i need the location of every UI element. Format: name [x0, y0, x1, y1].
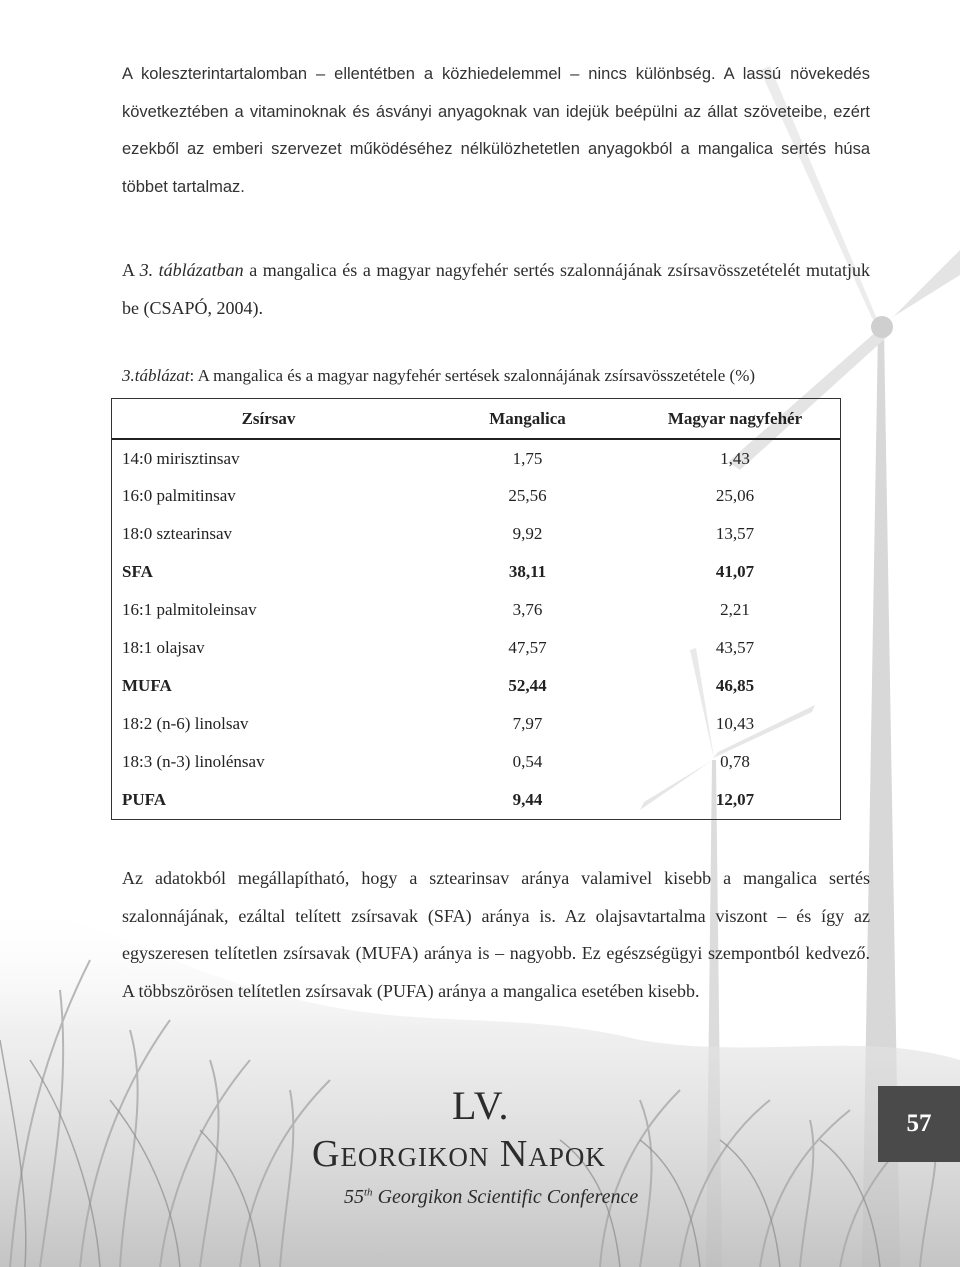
table-row [112, 781, 840, 819]
cell-fatty-acid: 18:0 sztearinsav [122, 524, 232, 543]
cell-mangalica: 9,44 [512, 790, 543, 809]
intro-paragraph: A koleszterintartalomban – ellentétben a közhiedelemmel – nincs különbség. A lassú növekedés következtében a vitaminoknak és ásványi anyagoknak van idejük beépülni az állat szöveteibe, ezért ezekből az emberi szervezet működéséhez nélkülözhetetlen anyagokból a mangalica sertés húsa többet tartalmaz. [122, 65, 870, 196]
paragraph-prefix: A [122, 260, 140, 280]
table-body [112, 439, 840, 819]
cell-fatty-acid: 16:1 palmitoleinsav [122, 600, 257, 619]
conclusion-paragraph: Az adatokból megállapítható, hogy a sztearinsav aránya valamivel kisebb a mangalica sertés szalonnájának, ezáltal telített zsírsavak (SFA) aránya is. Az olajsavtartalma viszont – és így az egyszeresen telítetlen zsírsavak (MUFA) aránya is – nagyobb. Ez egészségügyi szempontból kedvező. A többszörösen telítetlen zsírsavak (PUFA) aránya a mangalica esetében kisebb. [122, 868, 870, 1001]
cell-mangalica: 25,56 [508, 486, 547, 505]
footer-sub-ordinal: th [364, 1186, 373, 1199]
table-reference: 3. táblázatban [139, 260, 244, 280]
cell-mangalica: 3,76 [512, 600, 543, 619]
page-number: 57 [878, 1086, 960, 1162]
cell-nagyfeher: 0,78 [720, 752, 750, 771]
footer-subtitle [344, 1186, 638, 1209]
cell-fatty-acid: 18:2 (n-6) linolsav [122, 714, 249, 733]
fatty-acid-table [112, 399, 840, 819]
cell-nagyfeher: 41,07 [715, 562, 755, 581]
cell-nagyfeher: 13,57 [715, 524, 755, 543]
cell-fatty-acid: 16:0 palmitinsav [122, 486, 236, 505]
cell-nagyfeher: 2,21 [720, 600, 750, 619]
footer-title: Georgikon Napok [312, 1133, 606, 1175]
table-row [112, 743, 840, 781]
cell-nagyfeher: 1,43 [720, 448, 750, 468]
cell-mangalica: 38,11 [508, 562, 547, 581]
cell-nagyfeher: 25,06 [715, 486, 755, 505]
cell-fatty-acid: 14:0 mirisztinsav [122, 448, 240, 468]
cell-fatty-acid: PUFA [122, 790, 167, 809]
table-caption [122, 366, 862, 386]
table-row [112, 591, 840, 629]
table-row [112, 667, 840, 705]
cell-nagyfeher: 12,07 [715, 790, 755, 809]
footer-sub-number: 55 [344, 1186, 364, 1208]
cell-mangalica: 47,57 [508, 638, 547, 657]
caption-ref: 3.táblázat [122, 366, 190, 385]
table-row [112, 477, 840, 515]
cell-fatty-acid: MUFA [122, 676, 172, 695]
column-header-zsirsav: Zsírsav [112, 399, 425, 439]
caption-text: : A mangalica és a magyar nagyfehér sertések szalonnájának zsírsavösszetétele (%) [189, 366, 756, 385]
cell-mangalica: 52,44 [508, 676, 547, 695]
cell-mangalica: 9,92 [512, 524, 543, 543]
cell-fatty-acid: 18:1 olajsav [122, 638, 205, 657]
cell-mangalica: 0,54 [512, 752, 543, 771]
footer-sub-text: Georgikon Scientific Conference [372, 1186, 639, 1208]
cell-mangalica: 1,75 [512, 448, 543, 468]
table-header-row [112, 399, 840, 439]
column-header-nagyfeher: Magyar nagyfehér [630, 399, 840, 439]
footer-lv: LV. [452, 1083, 510, 1128]
table-row [112, 553, 840, 591]
cell-nagyfeher: 10,43 [715, 714, 755, 733]
table-row [112, 629, 840, 667]
cell-fatty-acid: SFA [122, 562, 153, 581]
table-row [112, 439, 840, 477]
cell-mangalica: 7,97 [512, 714, 543, 733]
table-row [112, 515, 840, 553]
paragraph-rest: a mangalica és a magyar nagyfehér sertés szalonnájának zsírsavösszetételét mutatjuk be (CSAPÓ, 2004). [122, 260, 870, 318]
cell-nagyfeher: 46,85 [715, 676, 755, 695]
table-row [112, 705, 840, 743]
cell-fatty-acid: 18:3 (n-3) linolénsav [122, 752, 265, 771]
column-header-mangalica: Mangalica [425, 399, 630, 439]
cell-nagyfeher: 43,57 [715, 638, 755, 657]
table-reference-paragraph [122, 252, 870, 327]
